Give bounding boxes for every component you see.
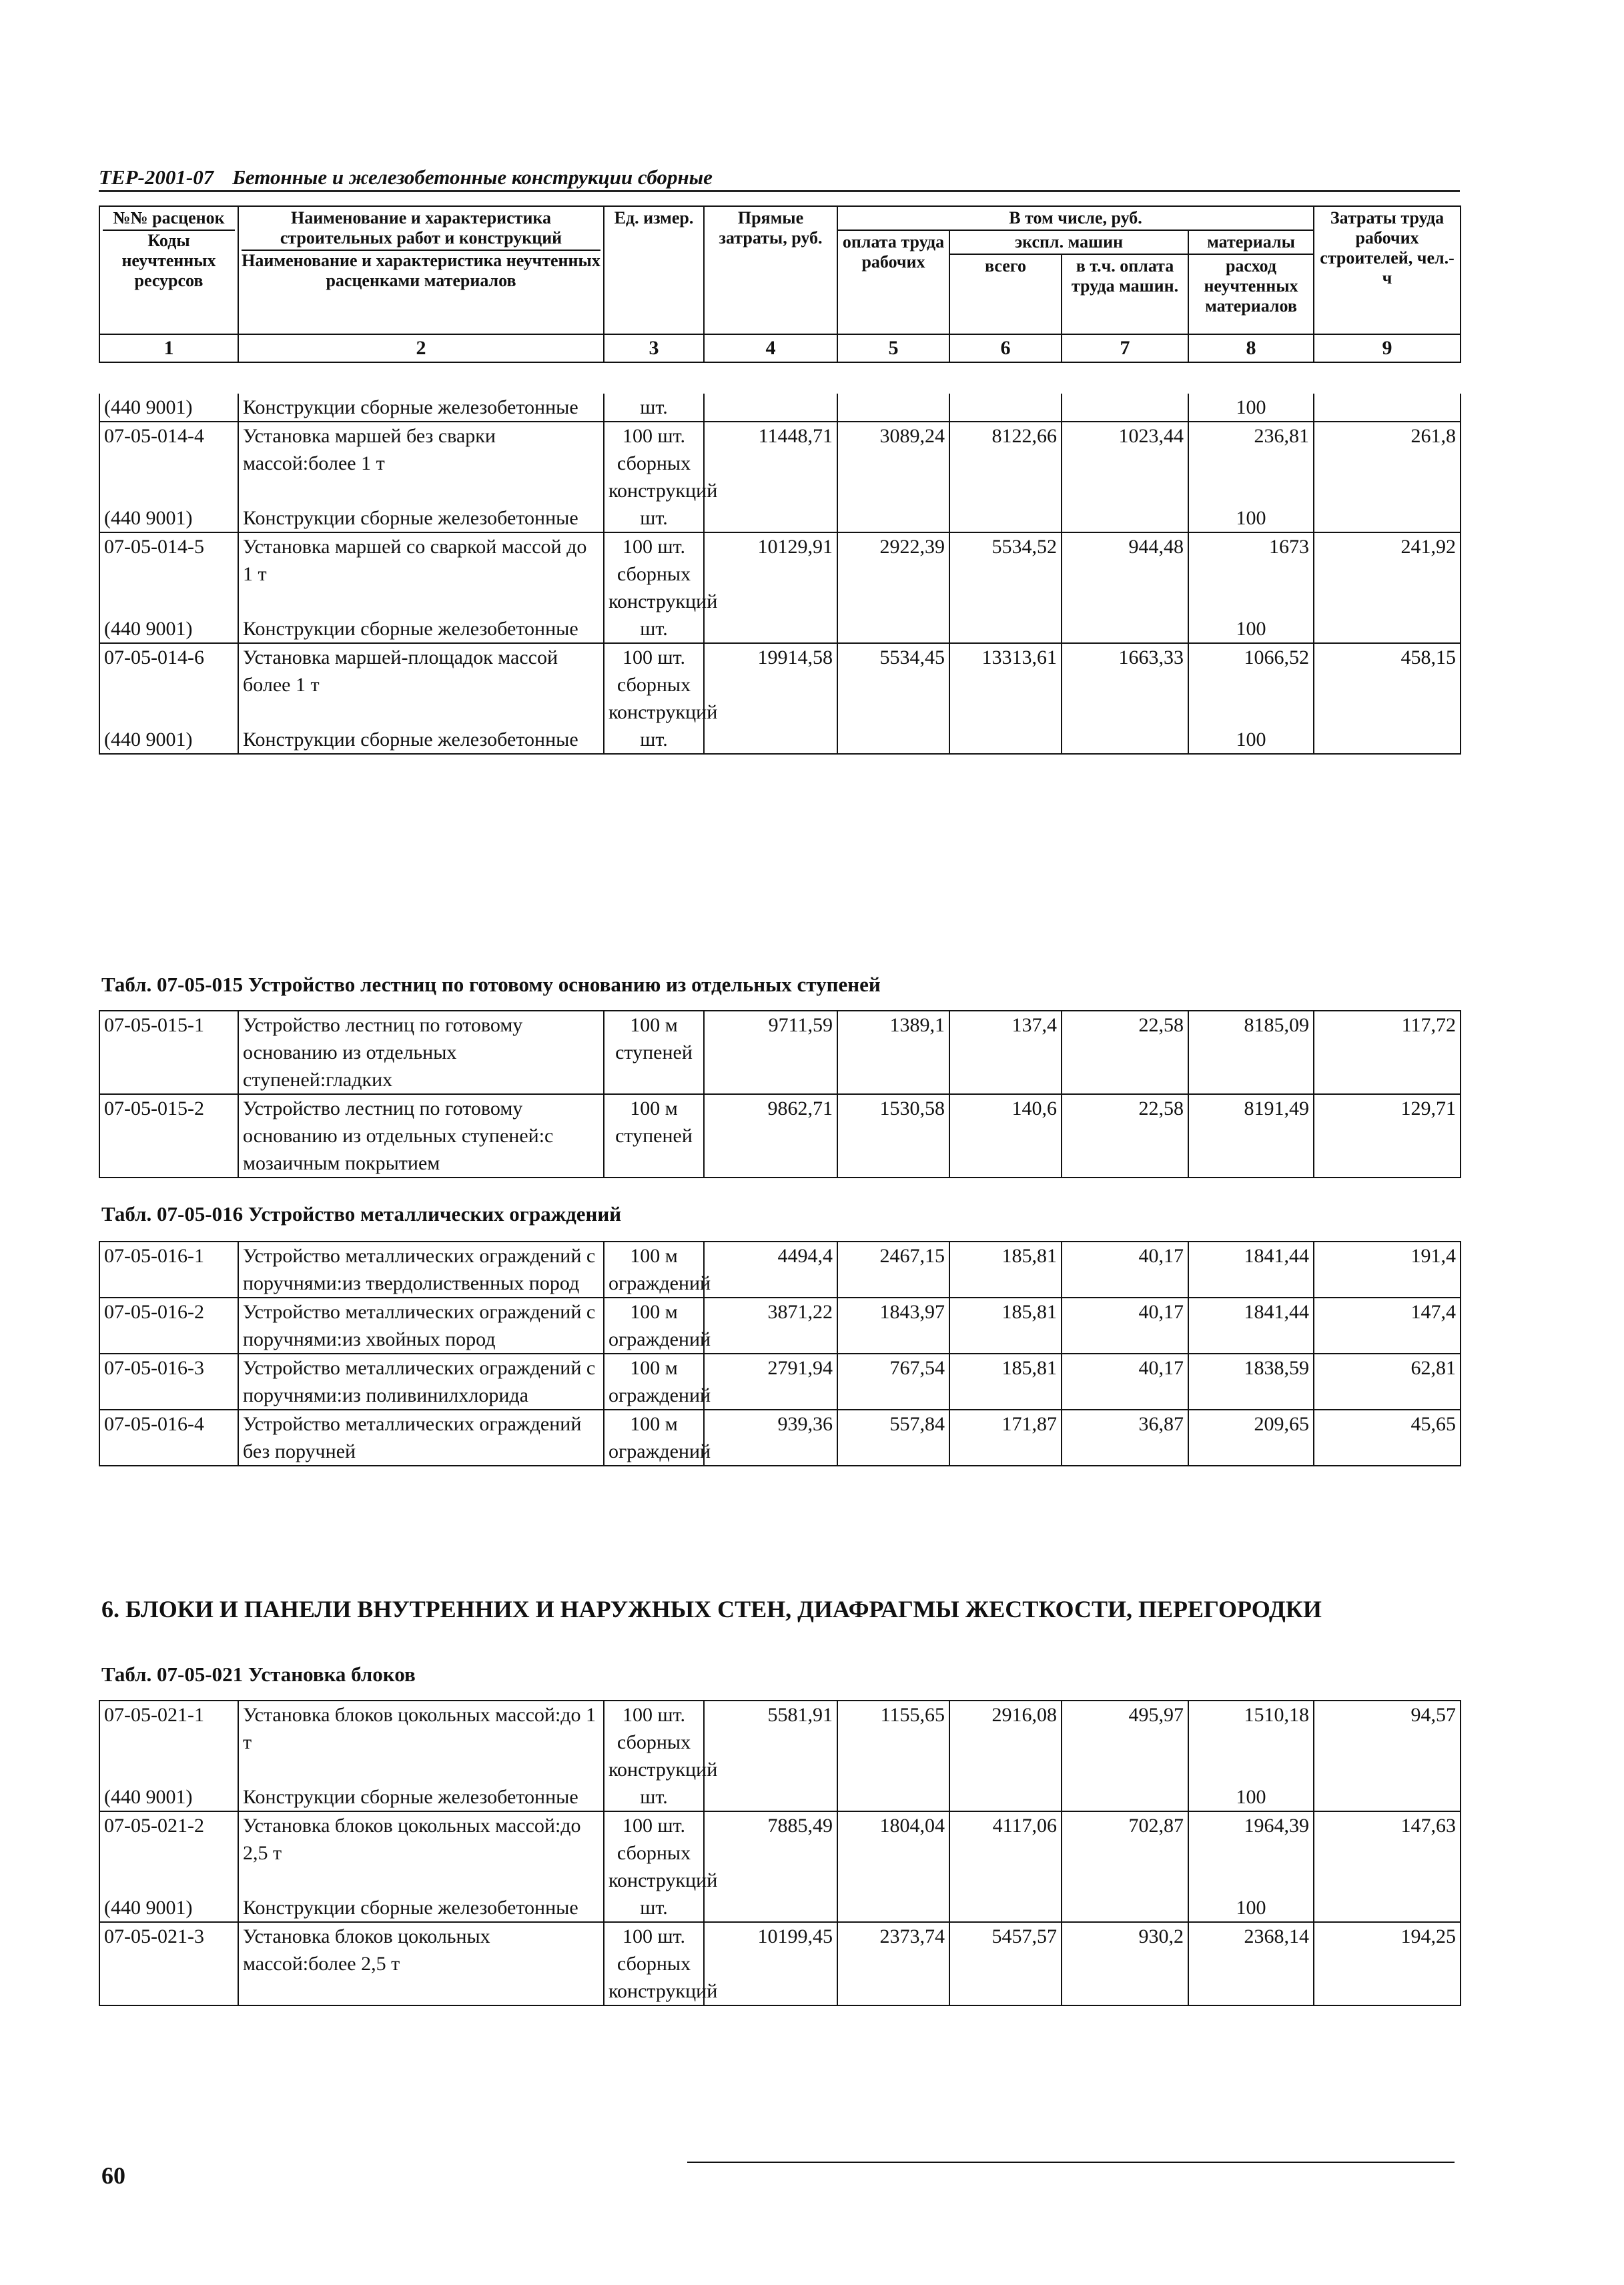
- labor-hours: 241,92: [1314, 532, 1461, 615]
- work-name: Установка маршей со сваркой массой до 1 т: [238, 532, 604, 615]
- table-row: [99, 1701, 1461, 1783]
- unit: 100 шт. сборных конструкций: [604, 532, 704, 615]
- table-row: [99, 1011, 1461, 1094]
- labor-pay: 2922,39: [837, 532, 949, 615]
- table-row: [99, 1410, 1461, 1466]
- machine-labor: [1062, 615, 1188, 643]
- materials: 209,65: [1188, 1410, 1314, 1466]
- col-num: 1: [99, 334, 238, 362]
- rate-code: 07-05-016-2: [99, 1298, 238, 1354]
- labor-hours: [1314, 394, 1461, 422]
- machines-header: экспл. машин: [949, 230, 1188, 254]
- machine-labor: [1062, 504, 1188, 532]
- work-name: Установка блоков цокольных массой:более 2,5 т: [238, 1922, 604, 2005]
- direct-cost: 3871,22: [704, 1298, 837, 1354]
- rate-code: (440 9001): [99, 726, 238, 754]
- machine-total: 5457,57: [949, 1922, 1062, 2005]
- machine-total: [949, 1783, 1062, 1811]
- rate-code: (440 9001): [99, 1894, 238, 1922]
- unit: 100 шт. сборных конструкций: [604, 1922, 704, 2005]
- machine-total: 4117,06: [949, 1811, 1062, 1894]
- materials-header: материалы: [1188, 230, 1314, 254]
- unit: шт.: [604, 504, 704, 532]
- work-name: Конструкции сборные железобетонные: [238, 615, 604, 643]
- machine-labor: [1062, 394, 1188, 422]
- labor-pay: [837, 615, 949, 643]
- machine-total: 5534,52: [949, 532, 1062, 615]
- rate-code: (440 9001): [99, 615, 238, 643]
- labor-pay: 1389,1: [837, 1011, 949, 1094]
- unit: 100 шт. сборных конструкций: [604, 1811, 704, 1894]
- table-row: [99, 532, 1461, 615]
- materials: 1964,39: [1188, 1811, 1314, 1894]
- machine-labor: [1062, 1894, 1188, 1922]
- rate-code: 07-05-015-1: [99, 1011, 238, 1094]
- labor-pay: 2467,15: [837, 1242, 949, 1298]
- col9-header: Затраты труда рабочих строителей, чел.-ч: [1314, 206, 1461, 334]
- footer-rule: [687, 2162, 1455, 2163]
- work-name: Устройство металлических ограждений с поручнями:из хвойных пород: [238, 1298, 604, 1354]
- col-num: 3: [604, 334, 704, 362]
- materials: 8185,09: [1188, 1011, 1314, 1094]
- col-num: 4: [704, 334, 837, 362]
- col-num: 8: [1188, 334, 1314, 362]
- rate-code: (440 9001): [99, 394, 238, 422]
- table-row: [99, 1894, 1461, 1922]
- machine-labor: 22,58: [1062, 1011, 1188, 1094]
- machine-labor: 944,48: [1062, 532, 1188, 615]
- machine-total: [949, 504, 1062, 532]
- labor-hours: 147,4: [1314, 1298, 1461, 1354]
- table-row: [99, 1783, 1461, 1811]
- work-name: Устройство лестниц по готовому основанию из отдельных ступеней:гладких: [238, 1011, 604, 1094]
- unit: 100 м ограждений: [604, 1242, 704, 1298]
- work-name: Конструкции сборные железобетонные: [238, 1894, 604, 1922]
- materials: 100: [1188, 726, 1314, 754]
- col2-header: Наименование и характеристика строительных работ и конструкций Наименование и характеристика неучтенных расценками материалов: [238, 206, 604, 334]
- materials: 1673: [1188, 532, 1314, 615]
- labor-hours: 458,15: [1314, 643, 1461, 726]
- direct-cost: [704, 615, 837, 643]
- materials: 2368,14: [1188, 1922, 1314, 2005]
- unit: 100 м ступеней: [604, 1011, 704, 1094]
- materials: 100: [1188, 1894, 1314, 1922]
- table-row: [99, 504, 1461, 532]
- labor-pay: 767,54: [837, 1354, 949, 1410]
- work-name: Установка маршей-площадок массой более 1 т: [238, 643, 604, 726]
- unit: 100 шт. сборных конструкций: [604, 422, 704, 504]
- labor-pay: [837, 1894, 949, 1922]
- machine-total: [949, 1894, 1062, 1922]
- labor-pay: 5534,45: [837, 643, 949, 726]
- machine-total: 137,4: [949, 1011, 1062, 1094]
- labor-hours: 45,65: [1314, 1410, 1461, 1466]
- machine-total: [949, 726, 1062, 754]
- materials: 1841,44: [1188, 1298, 1314, 1354]
- table-row: [99, 422, 1461, 504]
- labor-pay: 557,84: [837, 1410, 949, 1466]
- table-row: [99, 643, 1461, 726]
- rates-table-015: [99, 1010, 1461, 1178]
- col3-header: Ед. измер.: [604, 206, 704, 334]
- direct-cost: 2791,94: [704, 1354, 837, 1410]
- table-row: [99, 1094, 1461, 1178]
- direct-cost: 4494,4: [704, 1242, 837, 1298]
- running-header: [99, 164, 1460, 192]
- table-title-015: Табл. 07-05-015 Устройство лестниц по готовому основанию из отдельных ступеней: [101, 973, 881, 996]
- table-title-021: Табл. 07-05-021 Установка блоков: [101, 1663, 416, 1686]
- unit: 100 м ограждений: [604, 1354, 704, 1410]
- machine-total: 140,6: [949, 1094, 1062, 1178]
- machine-labor: 40,17: [1062, 1354, 1188, 1410]
- col8-header: расход неучтенных материалов: [1188, 254, 1314, 334]
- direct-cost: [704, 504, 837, 532]
- col-num: 9: [1314, 334, 1461, 362]
- column-header: [99, 205, 1461, 363]
- direct-cost: 939,36: [704, 1410, 837, 1466]
- unit: шт.: [604, 1783, 704, 1811]
- machine-labor: 22,58: [1062, 1094, 1188, 1178]
- rate-code: 07-05-014-5: [99, 532, 238, 615]
- work-name: Установка блоков цокольных массой:до 1 т: [238, 1701, 604, 1783]
- col-num: 5: [837, 334, 949, 362]
- unit: шт.: [604, 615, 704, 643]
- table-row: [99, 1811, 1461, 1894]
- unit: 100 м ограждений: [604, 1298, 704, 1354]
- col-num: 7: [1062, 334, 1188, 362]
- direct-cost: [704, 726, 837, 754]
- rate-code: 07-05-021-3: [99, 1922, 238, 2005]
- machine-total: 185,81: [949, 1298, 1062, 1354]
- rate-code: (440 9001): [99, 1783, 238, 1811]
- materials: 1838,59: [1188, 1354, 1314, 1410]
- materials: 1510,18: [1188, 1701, 1314, 1783]
- section-6-title: 6. БЛОКИ И ПАНЕЛИ ВНУТРЕННИХ И НАРУЖНЫХ СТЕН, ДИАФРАГМЫ ЖЕСТКОСТИ, ПЕРЕГОРОДКИ: [101, 1596, 1322, 1623]
- labor-hours: 194,25: [1314, 1922, 1461, 2005]
- rate-code: 07-05-015-2: [99, 1094, 238, 1178]
- unit: 100 шт. сборных конструкций: [604, 643, 704, 726]
- labor-pay: 3089,24: [837, 422, 949, 504]
- rate-code: 07-05-021-2: [99, 1811, 238, 1894]
- unit: шт.: [604, 1894, 704, 1922]
- table-row: [99, 615, 1461, 643]
- labor-hours: 94,57: [1314, 1701, 1461, 1783]
- machine-total: 2916,08: [949, 1701, 1062, 1783]
- labor-hours: 117,72: [1314, 1011, 1461, 1094]
- machine-labor: 40,17: [1062, 1298, 1188, 1354]
- col1-header: №№ расценок Коды неучтенных ресурсов: [99, 206, 238, 334]
- machine-labor: [1062, 1783, 1188, 1811]
- materials: 100: [1188, 615, 1314, 643]
- direct-cost: 7885,49: [704, 1811, 837, 1894]
- work-name: Устройство металлических ограждений с поручнями:из твердолиственных пород: [238, 1242, 604, 1298]
- direct-cost: [704, 394, 837, 422]
- machine-labor: 495,97: [1062, 1701, 1188, 1783]
- materials: 1841,44: [1188, 1242, 1314, 1298]
- unit: 100 шт. сборных конструкций: [604, 1701, 704, 1783]
- direct-cost: 19914,58: [704, 643, 837, 726]
- unit: 100 м ограждений: [604, 1410, 704, 1466]
- labor-pay: 1530,58: [837, 1094, 949, 1178]
- labor-hours: 129,71: [1314, 1094, 1461, 1178]
- rate-code: 07-05-014-6: [99, 643, 238, 726]
- work-name: Конструкции сборные железобетонные: [238, 726, 604, 754]
- col-num: 6: [949, 334, 1062, 362]
- table-row: [99, 1922, 1461, 2005]
- labor-pay: [837, 504, 949, 532]
- work-name: Установка блоков цокольных массой:до 2,5 т: [238, 1811, 604, 1894]
- rate-code: 07-05-016-3: [99, 1354, 238, 1410]
- rate-code: 07-05-016-1: [99, 1242, 238, 1298]
- unit: шт.: [604, 394, 704, 422]
- rates-table-021: [99, 1700, 1461, 2006]
- labor-hours: 191,4: [1314, 1242, 1461, 1298]
- header-title: Бетонные и железобетонные конструкции сборные: [232, 165, 713, 189]
- direct-cost: 5581,91: [704, 1701, 837, 1783]
- col-num: 2: [238, 334, 604, 362]
- rate-code: 07-05-016-4: [99, 1410, 238, 1466]
- machine-labor: 702,87: [1062, 1811, 1188, 1894]
- work-name: Конструкции сборные железобетонные: [238, 394, 604, 422]
- rate-code: 07-05-021-1: [99, 1701, 238, 1783]
- labor-pay: 2373,74: [837, 1922, 949, 2005]
- machine-total: 185,81: [949, 1354, 1062, 1410]
- direct-cost: [704, 1783, 837, 1811]
- labor-hours: [1314, 1894, 1461, 1922]
- rate-code: 07-05-014-4: [99, 422, 238, 504]
- work-name: Конструкции сборные железобетонные: [238, 1783, 604, 1811]
- machine-total: [949, 394, 1062, 422]
- table-row: [99, 1298, 1461, 1354]
- direct-cost: 10199,45: [704, 1922, 837, 2005]
- labor-pay: 1155,65: [837, 1701, 949, 1783]
- direct-cost: 10129,91: [704, 532, 837, 615]
- machine-total: [949, 615, 1062, 643]
- machine-labor: 1663,33: [1062, 643, 1188, 726]
- direct-cost: 9711,59: [704, 1011, 837, 1094]
- direct-cost: 11448,71: [704, 422, 837, 504]
- page-number: 60: [101, 2162, 125, 2189]
- direct-cost: [704, 1894, 837, 1922]
- work-name: Устройство лестниц по готовому основанию из отдельных ступеней:с мозаичным покрытием: [238, 1094, 604, 1178]
- materials: 100: [1188, 1783, 1314, 1811]
- materials: 100: [1188, 394, 1314, 422]
- unit: 100 м ступеней: [604, 1094, 704, 1178]
- table-row: [99, 1242, 1461, 1298]
- rate-code: (440 9001): [99, 504, 238, 532]
- machine-labor: 36,87: [1062, 1410, 1188, 1466]
- labor-hours: 62,81: [1314, 1354, 1461, 1410]
- materials: 8191,49: [1188, 1094, 1314, 1178]
- labor-hours: [1314, 726, 1461, 754]
- table-row: [99, 394, 1461, 422]
- machine-total: 185,81: [949, 1242, 1062, 1298]
- machine-labor: 930,2: [1062, 1922, 1188, 2005]
- work-name: Устройство металлических ограждений без поручней: [238, 1410, 604, 1466]
- table-row: [99, 726, 1461, 754]
- labor-hours: [1314, 504, 1461, 532]
- col5-header: оплата труда рабочих: [837, 230, 949, 334]
- labor-pay: [837, 394, 949, 422]
- group-header: В том числе, руб.: [837, 206, 1314, 230]
- direct-cost: 9862,71: [704, 1094, 837, 1178]
- col6-header: всего: [949, 254, 1062, 334]
- labor-pay: 1843,97: [837, 1298, 949, 1354]
- work-name: Установка маршей без сварки массой:более 1 т: [238, 422, 604, 504]
- rates-table-016: [99, 1241, 1461, 1466]
- machine-total: 8122,66: [949, 422, 1062, 504]
- machine-total: 171,87: [949, 1410, 1062, 1466]
- labor-hours: 147,63: [1314, 1811, 1461, 1894]
- rates-table-014: [99, 394, 1461, 755]
- work-name: Устройство металлических ограждений с поручнями:из поливинилхлорида: [238, 1354, 604, 1410]
- machine-labor: 40,17: [1062, 1242, 1188, 1298]
- machine-labor: 1023,44: [1062, 422, 1188, 504]
- series-code: ТЕР-2001-07: [99, 165, 214, 189]
- labor-pay: [837, 1783, 949, 1811]
- labor-pay: 1804,04: [837, 1811, 949, 1894]
- labor-hours: 261,8: [1314, 422, 1461, 504]
- labor-hours: [1314, 615, 1461, 643]
- unit: шт.: [604, 726, 704, 754]
- col7-header: в т.ч. оплата труда машин.: [1062, 254, 1188, 334]
- materials: 1066,52: [1188, 643, 1314, 726]
- col4-header: Прямые затраты, руб.: [704, 206, 837, 334]
- materials: 100: [1188, 504, 1314, 532]
- machine-labor: [1062, 726, 1188, 754]
- labor-hours: [1314, 1783, 1461, 1811]
- table-row: [99, 1354, 1461, 1410]
- table-title-016: Табл. 07-05-016 Устройство металлических ограждений: [101, 1202, 622, 1226]
- machine-total: 13313,61: [949, 643, 1062, 726]
- labor-pay: [837, 726, 949, 754]
- work-name: Конструкции сборные железобетонные: [238, 504, 604, 532]
- materials: 236,81: [1188, 422, 1314, 504]
